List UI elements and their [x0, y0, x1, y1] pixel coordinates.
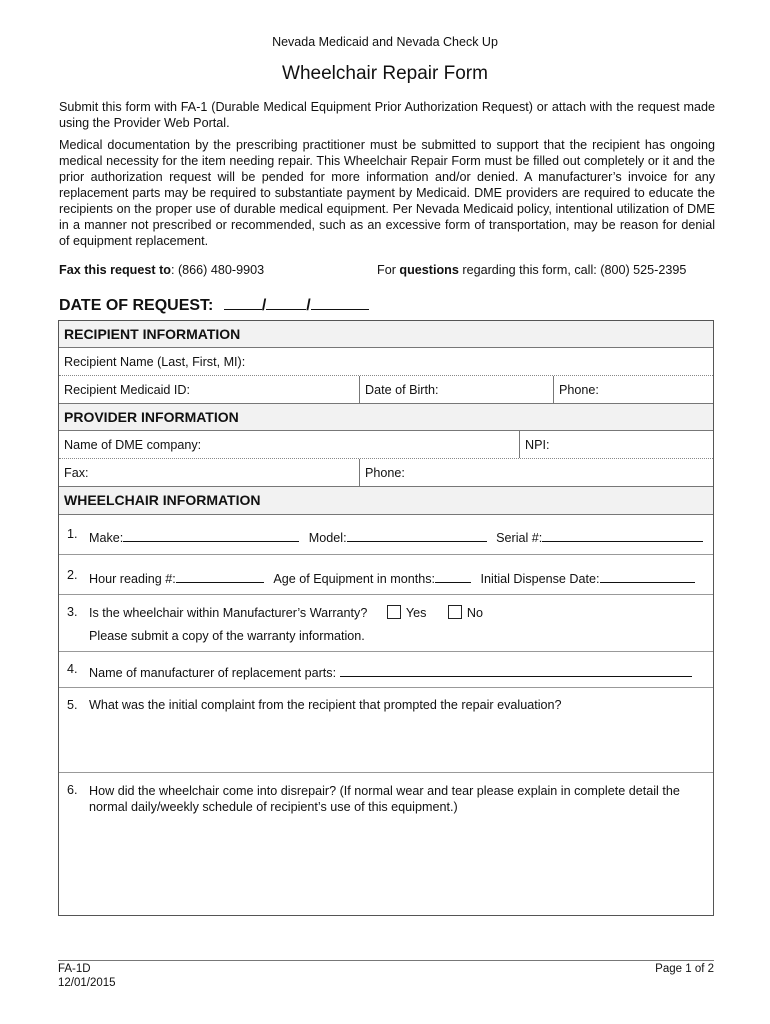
yes-checkbox[interactable]	[387, 605, 401, 619]
question-5[interactable]	[59, 688, 713, 773]
manufacturer-parts-label: Name of manufacturer of replacement parts:	[89, 666, 337, 680]
manufacturer-parts-input[interactable]	[340, 662, 692, 677]
model-input[interactable]	[347, 527, 487, 542]
model-label: Model:	[308, 531, 347, 545]
recipient-dob-label: Date of Birth:	[365, 383, 439, 397]
q3-line	[89, 605, 483, 620]
question-2	[59, 555, 713, 595]
recipient-name-row	[59, 348, 713, 376]
q4-number: 4.	[67, 662, 78, 676]
no-label: No	[466, 606, 484, 620]
date-sep-1: /	[261, 297, 267, 314]
dispense-date-label: Initial Dispense Date:	[480, 572, 600, 586]
date-year-field[interactable]	[311, 295, 369, 310]
provider-phone-label: Phone:	[365, 466, 405, 480]
age-label: Age of Equipment in months:	[273, 572, 436, 586]
question-4	[59, 652, 713, 688]
date-label: DATE OF REQUEST:	[59, 297, 214, 314]
q3-number: 3.	[67, 605, 78, 619]
form-id: FA-1D	[58, 963, 91, 975]
provider-company-row	[59, 431, 713, 459]
npi-label: NPI:	[525, 438, 550, 452]
question-6[interactable]	[59, 773, 713, 915]
warranty-yes[interactable]	[387, 606, 427, 620]
warranty-no[interactable]	[448, 606, 483, 620]
form-table	[58, 320, 714, 916]
dme-company-label: Name of DME company:	[64, 438, 202, 452]
recipient-name-label: Recipient Name (Last, First, MI):	[64, 355, 246, 369]
date-sep-2: /	[306, 297, 311, 314]
questions-contact	[377, 263, 686, 277]
provider-heading: PROVIDER INFORMATION	[59, 404, 713, 431]
program-header: Nevada Medicaid and Nevada Check Up	[272, 35, 498, 49]
warranty-note: Please submit a copy of the warranty information.	[89, 629, 365, 643]
fax-label: Fax this request to	[59, 263, 171, 277]
q5-text: What was the initial complaint from the recipient that prompted the repair evaluation?	[89, 698, 562, 712]
serial-label: Serial #:	[496, 531, 543, 545]
provider-phone-field[interactable]	[359, 459, 715, 486]
recipient-name-field[interactable]	[59, 348, 713, 375]
question-3	[59, 595, 713, 652]
provider-fax-field[interactable]	[59, 459, 359, 486]
age-input[interactable]	[435, 568, 471, 583]
questions-bold: questions	[399, 263, 459, 277]
fax-number: : (866) 480-9903	[170, 263, 265, 277]
q2-fields	[89, 568, 695, 586]
recipient-heading: RECIPIENT INFORMATION	[59, 321, 713, 348]
intro-paragraph-1: Submit this form with FA-1 (Durable Medical Equipment Prior Authorization Request) or attach with the request made using the Provider Web Portal.	[59, 100, 715, 130]
q6-text: How did the wheelchair come into disrepair? (If normal wear and tear please explain in complete detail the normal daily/weekly schedule of recipient’s use of this equipment.)	[89, 784, 680, 814]
questions-prefix: For	[377, 263, 400, 277]
questions-suffix: regarding this form, call: (800) 525-2395	[458, 263, 687, 277]
q5-number: 5.	[67, 698, 78, 712]
yes-label: Yes	[405, 606, 427, 620]
npi-field[interactable]	[519, 431, 715, 458]
footer-divider	[58, 960, 714, 961]
hour-reading-label: Hour reading #:	[89, 572, 176, 586]
date-day-field[interactable]	[266, 295, 306, 310]
recipient-phone-label: Phone:	[559, 383, 599, 397]
date-of-request	[59, 295, 369, 315]
make-input[interactable]	[123, 527, 299, 542]
form-date: 12/01/2015	[58, 977, 116, 989]
recipient-phone-field[interactable]	[553, 376, 715, 403]
page-number: Page 1 of 2	[655, 963, 714, 975]
form-title: Wheelchair Repair Form	[282, 63, 488, 84]
provider-fax-label: Fax:	[64, 466, 89, 480]
provider-fax-row	[59, 459, 713, 487]
q4-line	[89, 662, 692, 680]
q1-number: 1.	[67, 527, 78, 541]
intro-paragraph-2: Medical documentation by the prescribing practitioner must be submitted to support that the recipient has ongoing medical necessity for the item needing repair. This Wheelchair Repair Form must be filled out completely or it and the prior authorization request will be pended for more information and/or denied. A manufacturer’s invoice for any replacement parts may be required to substantiate payment by Medicaid. DME providers are required to educate the recipients on the proper use of durable medical equipment. Per Nevada Medicaid policy, intentional utilization of DME in a manner not prescribed or recommended, such as an excessive form of transportation, may be reason for denial of equipment replacement.	[59, 138, 715, 248]
recipient-dob-field[interactable]	[359, 376, 553, 403]
q6-number: 6.	[67, 783, 78, 797]
warranty-question: Is the wheelchair within Manufacturer’s Warranty?	[89, 606, 368, 620]
serial-input[interactable]	[542, 527, 703, 542]
fax-instruction	[59, 263, 264, 277]
recipient-id-row	[59, 376, 713, 404]
wheelchair-heading: WHEELCHAIR INFORMATION	[59, 487, 713, 515]
recipient-id-label: Recipient Medicaid ID:	[64, 383, 190, 397]
no-checkbox[interactable]	[448, 605, 462, 619]
dispense-date-input[interactable]	[600, 568, 695, 583]
date-month-field[interactable]	[224, 295, 262, 310]
recipient-id-field[interactable]	[59, 376, 359, 403]
make-label: Make:	[89, 531, 124, 545]
hour-reading-input[interactable]	[176, 568, 264, 583]
q1-fields	[89, 527, 703, 545]
dme-company-field[interactable]	[59, 431, 519, 458]
q2-number: 2.	[67, 568, 78, 582]
question-1	[59, 515, 713, 555]
